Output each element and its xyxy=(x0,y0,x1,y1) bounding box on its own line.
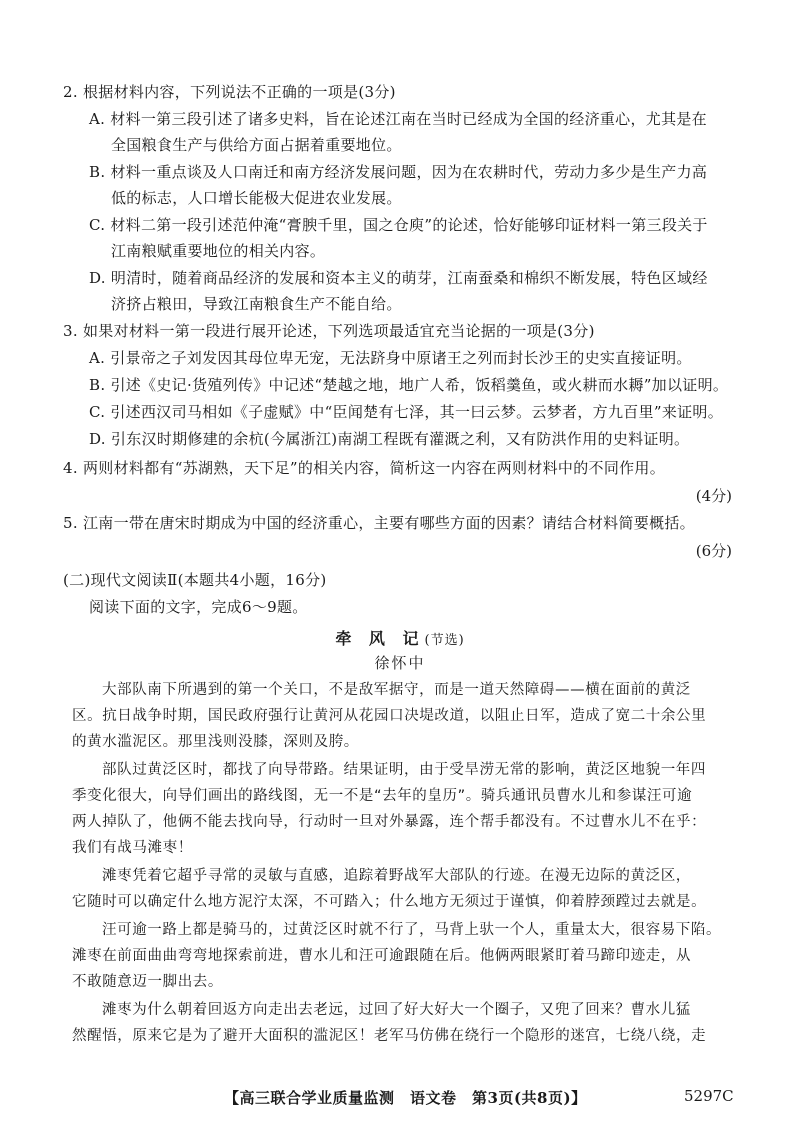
question-2-option-c-cont: 江南粮赋重要地位的相关内容。 xyxy=(111,242,326,260)
question-3-option-c: C. 引述西汉司马相如《子虚赋》中“臣闻楚有七泽，其一曰云梦。云梦者，方九百里”来证明。 xyxy=(89,403,724,421)
question-3-option-a: A. 引景帝之子刘发因其母位卑无宠，无法跻身中原诸王之列而封长沙王的史实直接证明。 xyxy=(89,349,692,367)
question-2-option-d: D. 明清时，随着商品经济的发展和资本主义的萌芽，江南蚕桑和棉织不断发展，特色区域经 xyxy=(89,269,708,287)
question-3-stem: 3. 如果对材料一第一段进行展开论述，下列选项最适宜充当论据的一项是(3分) xyxy=(63,322,595,340)
passage-line: 区。抗日战争时期，国民政府强行让黄河从花园口决堤改道，以阻止日军，造成了宽二十余公里 xyxy=(72,708,707,724)
article-title-text: 牵 风 记 xyxy=(335,629,425,648)
question-5-score: (6分) xyxy=(695,542,732,560)
passage-line: 部队过黄泛区时，都找了向导带路。结果证明，由于受旱涝无常的影响，黄泛区地貌一年四 xyxy=(102,762,706,778)
passage-line: 季变化很大，向导们画出的路线图，无一不是“去年的皇历”。骑兵通讯员曹水儿和参谋汪可逾 xyxy=(72,788,693,804)
question-3-option-b: B. 引述《史记·货殖列传》中记述“楚越之地，地广人希，饭稻羹鱼，或火耕而水耨”加以证明。 xyxy=(89,376,729,394)
passage-line: 滩枣凭着它超乎寻常的灵敏与直感，追踪着野战军大部队的行迹。在漫无边际的黄泛区， xyxy=(102,868,691,884)
article-title-note: (节选) xyxy=(424,633,465,648)
question-2-option-a-cont: 全国粮食生产与供给方面占据着重要地位。 xyxy=(111,136,402,154)
section-heading: (二)现代文阅读Ⅱ(本题共4小题，16分) xyxy=(63,571,327,589)
question-4-stem: 4. 两则材料都有“苏湖熟，天下足”的相关内容，简析这一内容在两则材料中的不同作用。 xyxy=(63,459,666,477)
question-4-score: (4分) xyxy=(695,487,732,505)
question-2-option-b: B. 材料一重点谈及人口南迁和南方经济发展问题，因为在农耕时代，劳动力多少是生产力高 xyxy=(89,163,708,181)
question-2-option-a: A. 材料一第三段引述了诸多史料，旨在论述江南在当时已经成为全国的经济重心，尤其是在 xyxy=(89,110,707,128)
question-2-option-b-cont: 低的标志，人口增长能极大促进农业发展。 xyxy=(111,189,402,207)
passage-line: 滩枣在前面曲曲弯弯地探索前进，曹水儿和汪可逾跟随在后。他俩两眼紧盯着马蹄印迹走，从 xyxy=(72,948,692,964)
passage-line: 不敢随意迈一脚出去。 xyxy=(72,974,223,990)
footer-label: 【高三联合学业质量监测 语文卷 第3页(共8页)】 xyxy=(224,1089,587,1107)
question-3-option-d: D. 引东汉时期修建的余杭(今属浙江)南湖工程既有灌溉之利，又有防洪作用的史料证明。 xyxy=(89,430,690,448)
question-5-stem: 5. 江南一带在唐宋时期成为中国的经济重心，主要有哪些方面的因素？请结合材料简要概括。 xyxy=(63,514,695,532)
passage-line: 我们有战马滩枣！ xyxy=(72,840,193,856)
article-title xyxy=(0,626,800,649)
section-instruction: 阅读下面的文字，完成6～9题。 xyxy=(89,598,308,616)
passage-line: 的黄水滥泥区。那里浅则没膝，深则及胯。 xyxy=(72,734,359,750)
question-2-option-d-cont: 济挤占粮田，导致江南粮食生产不能自给。 xyxy=(111,295,402,313)
passage-line: 汪可逾一路上都是骑马的，过黄泛区时就不行了，马背上驮一个人，重量太大，很容易下陷。 xyxy=(102,922,722,938)
passage-line: 然醒悟，原来它是为了避开大面积的滥泥区！老军马仿佛在绕行一个隐形的迷宫，七绕八绕，走 xyxy=(72,1028,707,1044)
question-2-option-c: C. 材料二第一段引述范仲淹“膏腴千里，国之仓庾”的论述，恰好能够印证材料一第三段关于 xyxy=(89,216,708,234)
article-author: 徐怀中 xyxy=(374,654,426,672)
passage-line: 它随时可以确定什么地方泥泞太深，不可踏入；什么地方无须过于谨慎，仰着脖颈蹚过去就是。 xyxy=(72,894,707,910)
passage-line: 两人掉队了，他俩不能去找向导，行动时一旦对外暴露，连个帮手都没有。不过曹水儿不在乎： xyxy=(72,814,707,830)
question-2-stem: 2. 根据材料内容，下列说法不正确的一项是(3分) xyxy=(63,83,396,101)
footer-code: 5297C xyxy=(684,1087,734,1105)
passage-line: 大部队南下所遇到的第一个关口，不是敌军据守，而是一道天然障碍——横在面前的黄泛 xyxy=(102,682,691,698)
passage-line: 滩枣为什么朝着回返方向走出去老远，过回了好大好大一个圈子，又兜了回来？曹水儿猛 xyxy=(102,1002,691,1018)
